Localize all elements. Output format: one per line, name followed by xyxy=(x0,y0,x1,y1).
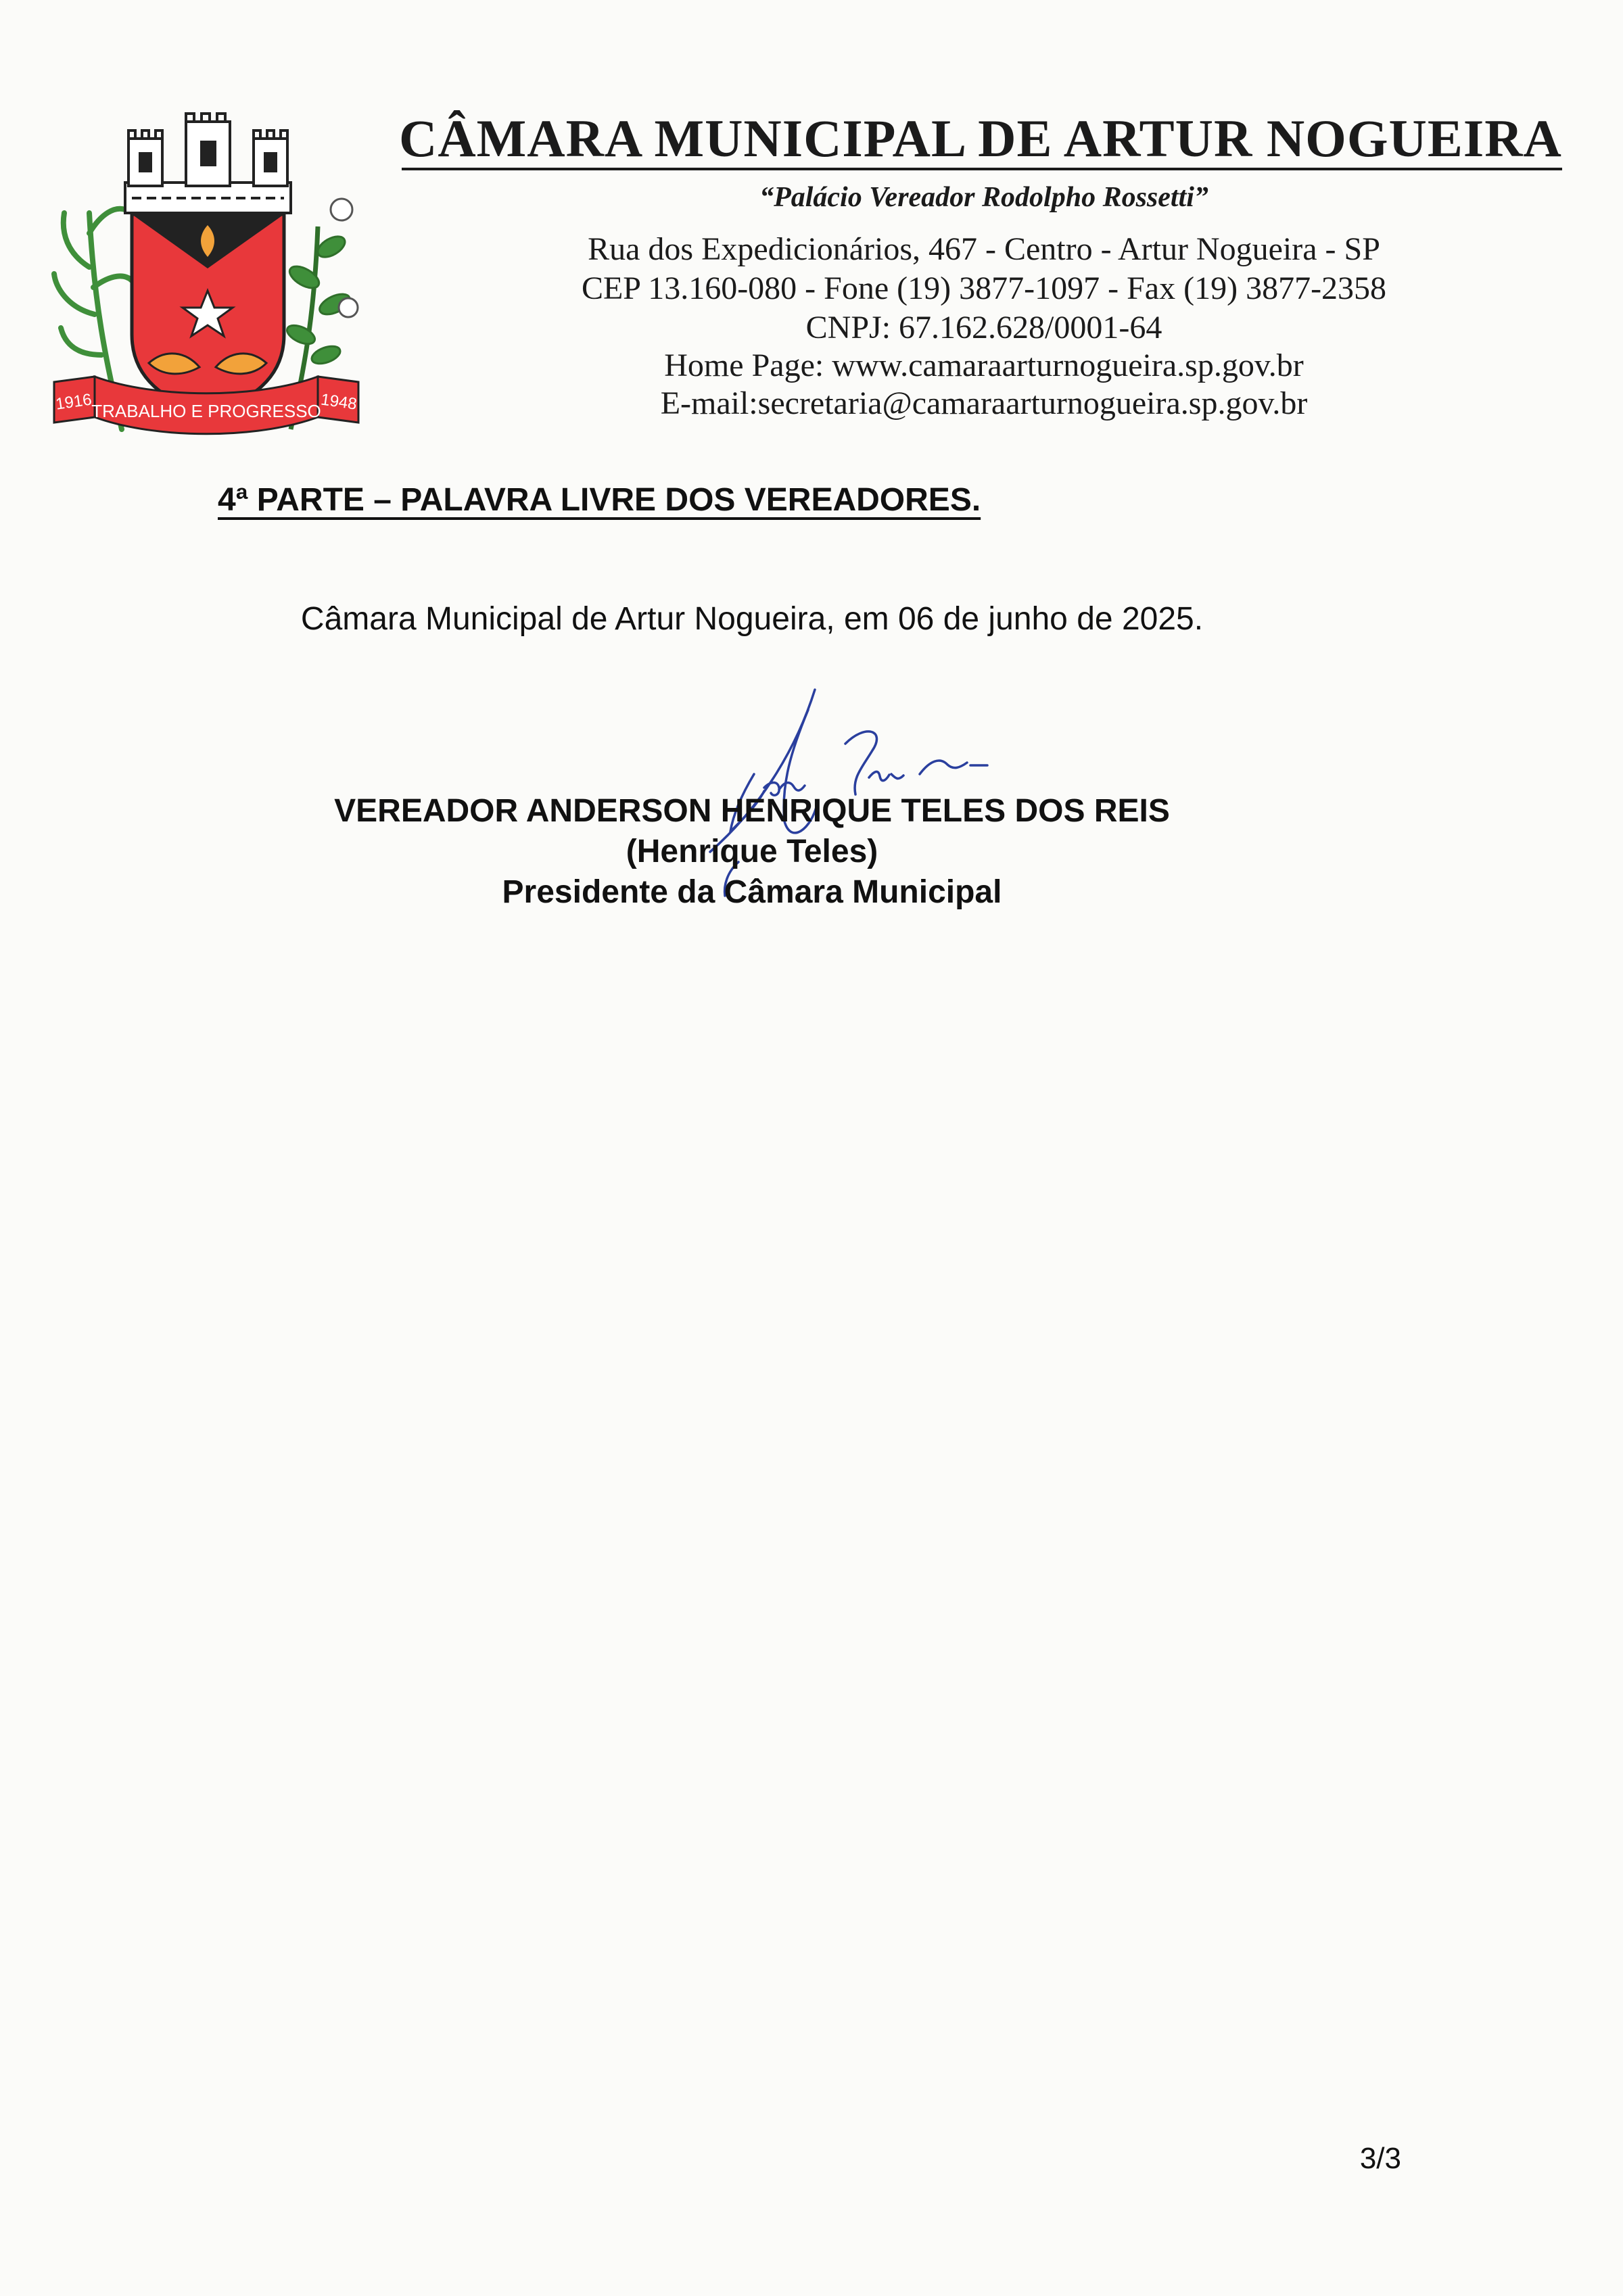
mural-crown-icon xyxy=(125,114,291,213)
palace-name: “Palácio Vereador Rodolpho Rossetti” xyxy=(759,182,1208,213)
homepage-line: Home Page: www.camaraarturnogueira.sp.gov.br xyxy=(664,348,1304,383)
coat-of-arms-logo xyxy=(47,112,365,446)
dateline: Câmara Municipal de Artur Nogueira, em 06 de junho de 2025. xyxy=(300,601,1204,637)
ribbon-motto: TRABALHO E PROGRESSO xyxy=(91,401,321,421)
signer-nickname: (Henrique Teles) xyxy=(626,834,878,869)
address-line: Rua dos Expedicionários, 467 - Centro - Artur Nogueira - SP xyxy=(588,231,1380,267)
section-title: 4ª PARTE – PALAVRA LIVRE DOS VEREADORES. xyxy=(218,482,981,518)
ribbon-right-year: 1948 xyxy=(319,390,358,414)
page-number: 3/3 xyxy=(1359,2142,1401,2175)
email-line: E-mail:secretaria@camaraarturnogueira.sp.gov.br xyxy=(660,385,1308,421)
signer-name: VEREADOR ANDERSON HENRIQUE TELES DOS REIS xyxy=(334,793,1170,829)
ribbon-left-year: 1916 xyxy=(54,390,93,414)
cnpj-line: CNPJ: 67.162.628/0001-64 xyxy=(805,310,1162,345)
org-title: CÂMARA MUNICIPAL DE ARTUR NOGUEIRA xyxy=(399,109,1562,168)
org-title-underline xyxy=(402,168,1562,170)
contact-line: CEP 13.160-080 - Fone (19) 3877-1097 - Fax (19) 3877-2358 xyxy=(581,270,1387,306)
signer-role: Presidente da Câmara Municipal xyxy=(502,874,1002,910)
shield-icon xyxy=(132,214,284,412)
